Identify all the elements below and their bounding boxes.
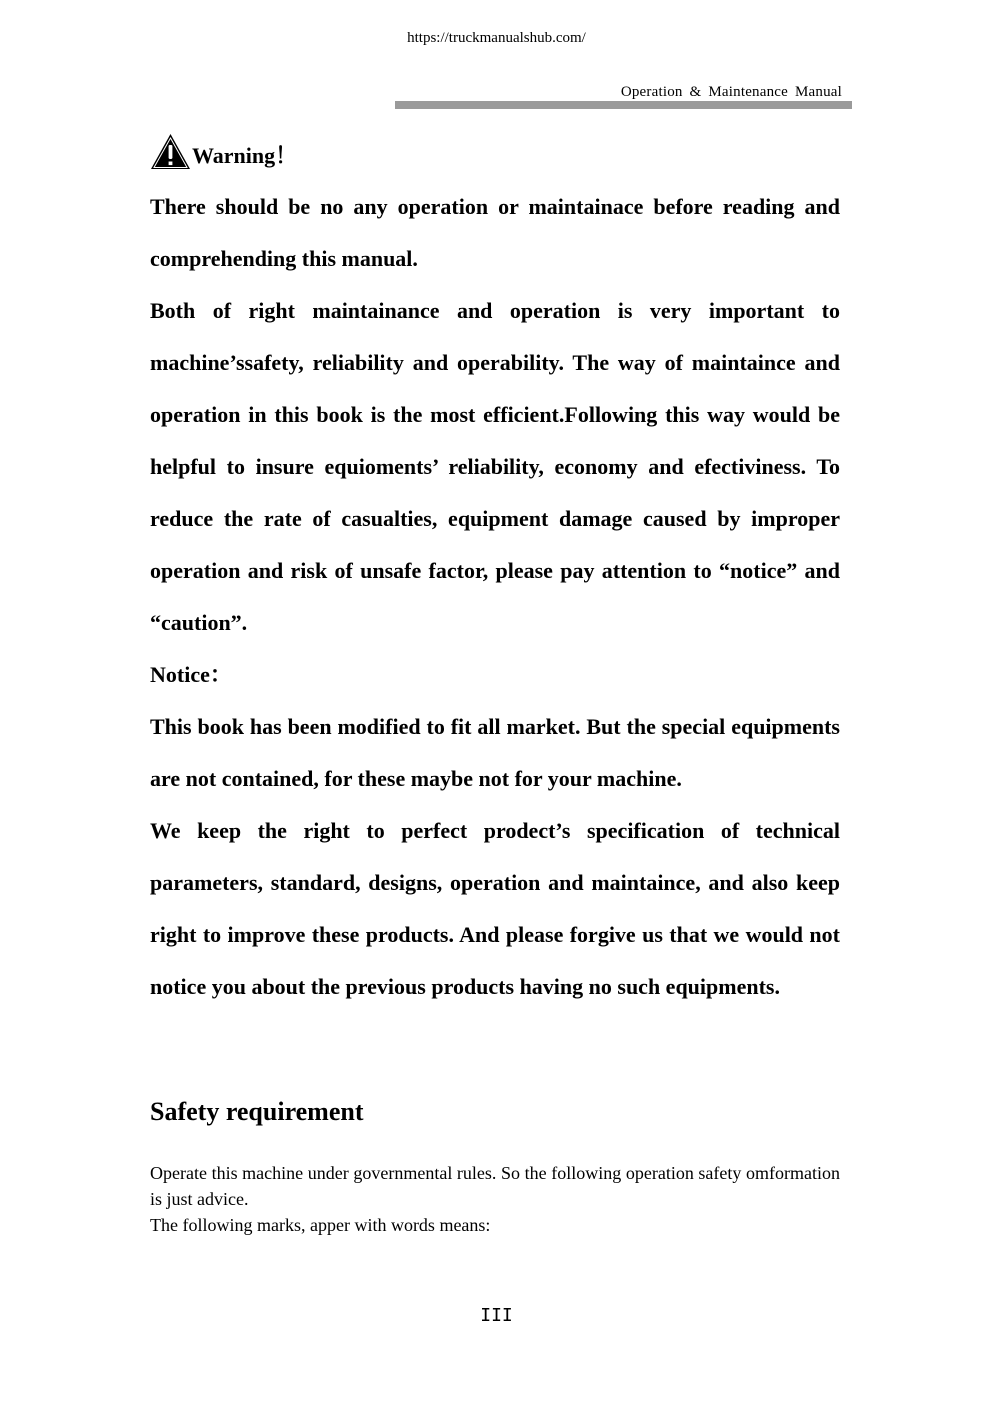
page-number: III — [480, 1305, 513, 1326]
section-heading-safety: Safety requirement — [150, 1097, 364, 1126]
source-url: https://truckmanualshub.com/ — [407, 30, 586, 46]
safety-marks-line: The following marks, apper with words means: — [150, 1215, 491, 1235]
paragraph-modified-book: This book has been modified to fit all market. But the special equipments are not contained, for these maybe not for your machine. — [150, 714, 840, 791]
warning-triangle-icon — [150, 133, 191, 171]
notice-label: Notice： — [150, 662, 232, 687]
paragraph-maintenance-importance: Both of right maintainance and operation is very important to machine’ssafety, reliability and operability. The way of maintaince and operation in this book is the most efficient.Following this way would be helpful to insure equioments’ reliability, economy and efectiviness. To reduce the rate of casualties, equipment damage caused by improper operation and risk of unsafe factor, please pay attention to “notice” and “caution”. — [150, 298, 840, 635]
header-rule — [395, 101, 852, 109]
safety-intro: Operate this machine under governmental rules. So the following operation safety omformation is just advice. — [150, 1163, 840, 1209]
safety-body — [150, 1160, 840, 1238]
warning-heading — [150, 131, 297, 171]
paragraph-no-operation: There should be no any operation or maintainace before reading and comprehending this manual. — [150, 194, 840, 271]
manual-title: Operation & Maintenance Manual — [620, 84, 842, 100]
warning-label: Warning！ — [192, 143, 298, 168]
warning-body — [150, 181, 840, 1013]
paragraph-right-to-perfect: We keep the right to perfect prodect’s specification of technical parameters, standard, designs, operation and maintaince, and also keep right to improve these products. And please forgive us that we would not notice you about the previous products having no such equipments. — [150, 818, 840, 999]
